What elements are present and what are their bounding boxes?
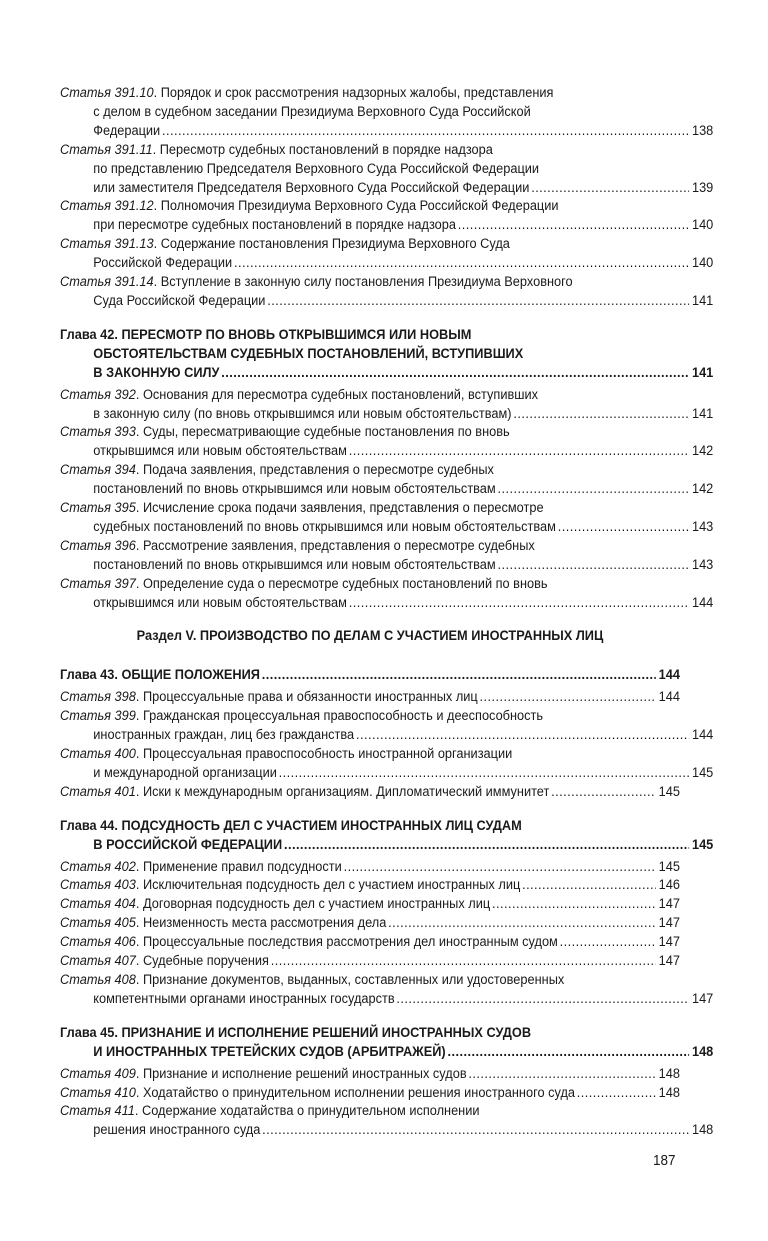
dot-leader [492, 895, 656, 914]
entry-title-text: Полномочия Президиума Верховного Суда Российской Федерации [160, 198, 559, 215]
page-ref: 144 [658, 689, 680, 706]
dot-leader [162, 122, 689, 141]
article-separator: . [153, 236, 161, 253]
table-of-contents [60, 84, 714, 1140]
entry-title-text: Рассмотрение заявления, представления о пересмотре судебных [142, 537, 535, 554]
dot-leader [344, 858, 656, 877]
article-entry [60, 971, 714, 1009]
entry-line [60, 745, 680, 764]
article-entry [60, 197, 714, 235]
article-separator: . [135, 708, 143, 725]
entry-line [60, 480, 713, 499]
entry-line [60, 235, 680, 254]
article-separator: . [135, 953, 143, 970]
article-separator: . [153, 274, 161, 291]
entry-line [60, 122, 713, 141]
article-entry [60, 235, 714, 273]
chapter-entry [60, 1024, 714, 1062]
entry-title-text: Глава 42. ПЕРЕСМОТР ПО ВНОВЬ ОТКРЫВШИМСЯ ИЛИ НОВЫМ [60, 326, 472, 343]
entry-title-text: Процессуальные последствия рассмотрения дел иностранным судом [142, 934, 558, 951]
dot-leader [531, 179, 689, 198]
entry-line [60, 442, 713, 461]
article-number: Статья 394 [60, 462, 136, 479]
page-ref: 144 [691, 727, 714, 744]
article-entry [60, 933, 680, 952]
page-ref: 138 [691, 122, 714, 139]
entry-line [60, 817, 680, 836]
article-entry [60, 914, 680, 933]
article-entry [60, 575, 714, 613]
entry-title-text: Российской Федерации [93, 255, 233, 272]
section-heading [60, 627, 680, 646]
page-ref: 142 [691, 443, 714, 460]
entry-line [60, 952, 680, 971]
entry-line [60, 627, 680, 646]
page-ref: 148 [691, 1122, 714, 1139]
article-number: Статья 405 [60, 915, 136, 932]
article-separator: . [135, 746, 143, 762]
entry-line [60, 666, 680, 685]
article-number: Статья 391.12 [60, 198, 154, 215]
dot-leader [388, 914, 656, 933]
entry-title-text: Процессуальная правоспособность иностранной организации [142, 746, 513, 762]
entry-title-text: судебных постановлений по вновь открывшимся или новым обстоятельствам [93, 518, 556, 535]
article-entry [60, 499, 714, 537]
dot-leader [234, 254, 689, 273]
entry-title-text: Содержание ходатайства о принудительном исполнении [141, 1103, 480, 1120]
article-entry [60, 876, 680, 895]
article-separator: . [153, 198, 161, 215]
entry-line [60, 197, 680, 216]
entry-line [60, 575, 680, 594]
page-ref: 147 [658, 896, 680, 913]
article-number: Статья 397 [60, 575, 136, 592]
page-ref: 140 [691, 255, 714, 272]
entry-line [60, 1121, 713, 1140]
entry-line [60, 1065, 680, 1084]
entry-title-text: Ходатайство о принудительном исполнении решения иностранного суда [142, 1084, 575, 1101]
page-ref: 148 [658, 1084, 680, 1101]
entry-title-text: И ИНОСТРАННЫХ ТРЕТЕЙСКИХ СУДОВ (АРБИТРАЖЕЙ) [93, 1043, 446, 1060]
entry-line [60, 914, 680, 933]
dot-leader [497, 556, 689, 575]
dot-leader [284, 836, 689, 855]
article-entry [60, 141, 714, 198]
article-number: Статья 408 [60, 971, 136, 988]
article-separator: . [135, 575, 143, 592]
article-entry [60, 783, 680, 802]
entry-line [60, 518, 713, 537]
dot-leader [221, 364, 689, 383]
article-entry [60, 1102, 714, 1140]
entry-title-text: Вступление в законную силу постановления Президиума Верховного [160, 274, 573, 291]
page-ref: 145 [691, 836, 714, 853]
article-separator: . [135, 1065, 143, 1082]
dot-leader [396, 990, 689, 1009]
entry-title-text: Федерации [93, 122, 161, 139]
entry-line [60, 688, 680, 707]
article-separator: . [135, 537, 143, 554]
chapter-entry [60, 666, 680, 685]
article-entry [60, 423, 714, 461]
entry-title-text: по представлению Председателя Верховного Суда Российской Федерации [93, 160, 540, 177]
entry-line [60, 707, 680, 726]
article-number: Статья 409 [60, 1065, 136, 1082]
dot-leader [497, 480, 689, 499]
article-separator: . [135, 971, 143, 988]
dot-leader [551, 783, 656, 802]
article-separator: . [135, 858, 143, 875]
article-number: Статья 393 [60, 424, 136, 441]
page-ref: 141 [691, 364, 714, 381]
entry-title-text: Неизменность места рассмотрения дела [142, 915, 387, 932]
entry-line [60, 1024, 680, 1043]
entry-title-text: при пересмотре судебных постановлений в порядке надзора [93, 217, 456, 234]
entry-title-text: Иски к международным организациям. Дипломатический иммунитет [142, 783, 550, 800]
article-separator: . [135, 424, 143, 441]
entry-line [60, 990, 713, 1009]
entry-title-text: Пересмотр судебных постановлений в порядке надзора [159, 141, 493, 158]
page-ref: 143 [691, 556, 714, 573]
entry-title-text: Глава 44. ПОДСУДНОСТЬ ДЕЛ С УЧАСТИЕМ ИНОСТРАННЫХ ЛИЦ СУДАМ [60, 817, 522, 834]
article-number: Статья 392 [60, 386, 136, 403]
page-ref: 144 [691, 594, 714, 611]
entry-line [60, 836, 713, 855]
entry-title-text: Глава 43. ОБЩИЕ ПОЛОЖЕНИЯ [60, 667, 260, 684]
article-separator: . [135, 386, 143, 403]
entry-title-text: компетентными органами иностранных государств [93, 990, 395, 1007]
entry-line [60, 405, 713, 424]
entry-title-text: и международной организации [93, 764, 277, 781]
dot-leader [267, 292, 689, 311]
dot-leader [349, 442, 690, 461]
page-ref: 147 [658, 953, 680, 970]
article-entry [60, 952, 680, 971]
entry-title-text: в законную силу (по вновь открывшимся или новым обстоятельствам) [93, 405, 512, 422]
article-entry [60, 461, 714, 499]
entry-title-text: Исключительная подсудность дел с участием иностранных лиц [142, 877, 521, 894]
article-number: Статья 391.14 [60, 274, 154, 291]
entry-title-text: Основания для пересмотра судебных постановлений, вступивших [142, 386, 539, 403]
article-separator: . [134, 1103, 142, 1120]
entry-title-text: Подача заявления, представления о пересмотре судебных [142, 462, 494, 479]
entry-title-text: Признание документов, выданных, составленных или удостоверенных [142, 971, 565, 988]
article-entry [60, 537, 714, 575]
entry-title-text: иностранных граждан, лиц без гражданства [93, 727, 355, 744]
page-ref: 145 [691, 764, 714, 781]
page-ref: 142 [691, 481, 714, 498]
article-number: Статья 400 [60, 746, 136, 762]
entry-line [60, 386, 680, 405]
dot-leader [279, 764, 690, 783]
dot-leader [458, 216, 690, 235]
dot-leader [262, 666, 656, 685]
entry-title-text: Суда Российской Федерации [93, 292, 266, 309]
page-ref: 147 [658, 915, 680, 932]
entry-title-text: Признание и исполнение решений иностранных судов [142, 1065, 467, 1082]
article-entry [60, 858, 680, 877]
entry-title-text: Применение правил подсудности [142, 858, 342, 875]
article-entry [60, 1084, 680, 1103]
entry-title-text: Гражданская процессуальная правоспособность и дееспособность [142, 708, 544, 725]
entry-line [60, 499, 680, 518]
dot-leader [513, 405, 689, 424]
page-ref: 148 [658, 1065, 680, 1082]
entry-title-text: постановлений по вновь открывшимся или новым обстоятельствам [93, 481, 496, 498]
dot-leader [577, 1084, 656, 1103]
dot-leader [480, 688, 656, 707]
entry-line [60, 364, 713, 383]
entry-line [60, 292, 713, 311]
article-separator: . [135, 915, 143, 932]
article-number: Статья 401 [60, 783, 136, 800]
page-ref: 139 [691, 179, 714, 196]
entry-title-text: Договорная подсудность дел с участием иностранных лиц [142, 896, 491, 913]
entry-line [60, 537, 680, 556]
article-number: Статья 404 [60, 896, 136, 913]
article-separator: . [135, 896, 143, 913]
page-ref: 141 [691, 405, 714, 422]
article-number: Статья 407 [60, 953, 136, 970]
dot-leader [262, 1121, 689, 1140]
entry-line [60, 726, 713, 745]
entry-title-text: Судебные поручения [142, 953, 269, 970]
entry-title-text: Порядок и срок рассмотрения надзорных жалобы, представления [160, 85, 554, 101]
article-entry [60, 688, 680, 707]
entry-title-text: решения иностранного суда [93, 1122, 261, 1139]
entry-line [60, 141, 680, 160]
article-number: Статья 391.10 [60, 85, 154, 101]
entry-line [60, 556, 713, 575]
entry-line [60, 160, 713, 179]
article-number: Статья 391.13 [60, 236, 154, 253]
article-number: Статья 402 [60, 858, 136, 875]
entry-title-text: Глава 45. ПРИЗНАНИЕ И ИСПОЛНЕНИЕ РЕШЕНИЙ ИНОСТРАННЫХ СУДОВ [60, 1024, 532, 1041]
article-separator: . [135, 462, 143, 479]
article-number: Статья 403 [60, 877, 136, 894]
entry-line [60, 216, 713, 235]
chapter-entry [60, 326, 714, 383]
entry-line [60, 254, 713, 273]
entry-line [60, 594, 713, 613]
page-ref: 145 [658, 858, 680, 875]
article-separator: . [152, 141, 160, 158]
page-ref: 147 [691, 990, 714, 1007]
article-number: Статья 391.11 [60, 141, 153, 158]
article-separator: . [153, 85, 161, 101]
page-ref: 141 [691, 292, 714, 309]
entry-line [60, 103, 713, 122]
article-entry [60, 84, 714, 141]
dot-leader [356, 726, 689, 745]
page-ref: 140 [691, 217, 714, 234]
entry-title-text: Исчисление срока подачи заявления, представления о пересмотре [142, 500, 544, 517]
entry-line [60, 895, 680, 914]
entry-title-text: Определение суда о пересмотре судебных постановлений по вновь [142, 575, 548, 592]
article-entry [60, 386, 714, 424]
entry-line [60, 858, 680, 877]
chapter-entry [60, 817, 714, 855]
entry-line [60, 1102, 680, 1121]
entry-line [60, 84, 680, 103]
dot-leader [560, 933, 656, 952]
entry-line [60, 326, 680, 345]
dot-leader [522, 876, 656, 895]
entry-line [60, 273, 680, 292]
entry-line [60, 345, 713, 364]
article-separator: . [135, 689, 143, 706]
entry-title-text: Суды, пересматривающие судебные постановления по вновь [142, 424, 510, 441]
dot-leader [271, 952, 656, 971]
article-entry [60, 707, 714, 745]
article-number: Статья 395 [60, 500, 136, 517]
entry-line [60, 971, 680, 990]
dot-leader [447, 1043, 689, 1062]
article-separator: . [135, 934, 143, 951]
page-ref: 148 [691, 1043, 714, 1060]
article-number: Статья 398 [60, 689, 136, 706]
article-number: Статья 399 [60, 708, 136, 725]
entry-title-text: Раздел V. ПРОИЗВОДСТВО ПО ДЕЛАМ С УЧАСТИЕМ ИНОСТРАННЫХ ЛИЦ [136, 628, 604, 645]
page-ref: 144 [658, 667, 680, 684]
entry-line [60, 1084, 680, 1103]
page-ref: 146 [658, 877, 680, 894]
page-ref: 145 [658, 783, 680, 800]
entry-title-text: ОБСТОЯТЕЛЬСТВАМ СУДЕБНЫХ ПОСТАНОВЛЕНИЙ, ВСТУПИВШИХ [93, 345, 524, 362]
entry-title-text: В РОССИЙСКОЙ ФЕДЕРАЦИИ [93, 836, 283, 853]
article-entry [60, 745, 714, 783]
entry-title-text: открывшимся или новым обстоятельствам [93, 443, 347, 460]
entry-title-text: с делом в судебном заседании Президиума Верховного Суда Российской [93, 103, 531, 120]
page-number: 187 [653, 1152, 676, 1169]
article-number: Статья 396 [60, 537, 136, 554]
entry-title-text: Содержание постановления Президиума Верховного Суда [160, 236, 510, 253]
entry-title-text: или заместителя Председателя Верховного Суда Российской Федерации [93, 179, 530, 196]
entry-line [60, 423, 680, 442]
entry-line [60, 179, 713, 198]
entry-line [60, 783, 680, 802]
article-separator: . [135, 500, 143, 517]
entry-title-text: В ЗАКОННУЮ СИЛУ [93, 364, 220, 381]
entry-line [60, 1043, 713, 1062]
entry-line [60, 461, 680, 480]
dot-leader [558, 518, 690, 537]
dot-leader [349, 594, 690, 613]
dot-leader [468, 1065, 656, 1084]
entry-line [60, 876, 680, 895]
page-ref: 147 [658, 934, 680, 951]
article-entry [60, 1065, 680, 1084]
page-ref: 143 [691, 518, 714, 535]
article-number: Статья 406 [60, 934, 136, 951]
entry-title-text: открывшимся или новым обстоятельствам [93, 594, 347, 611]
article-number: Статья 411 [60, 1103, 135, 1120]
article-entry [60, 895, 680, 914]
article-separator: . [135, 877, 143, 894]
article-separator: . [135, 783, 143, 800]
entry-line [60, 933, 680, 952]
entry-title-text: Процессуальные права и обязанности иностранных лиц [142, 689, 478, 706]
entry-line [60, 764, 713, 783]
article-separator: . [135, 1084, 143, 1101]
article-entry [60, 273, 714, 311]
entry-title-text: постановлений по вновь открывшимся или новым обстоятельствам [93, 556, 496, 573]
article-number: Статья 410 [60, 1084, 136, 1101]
